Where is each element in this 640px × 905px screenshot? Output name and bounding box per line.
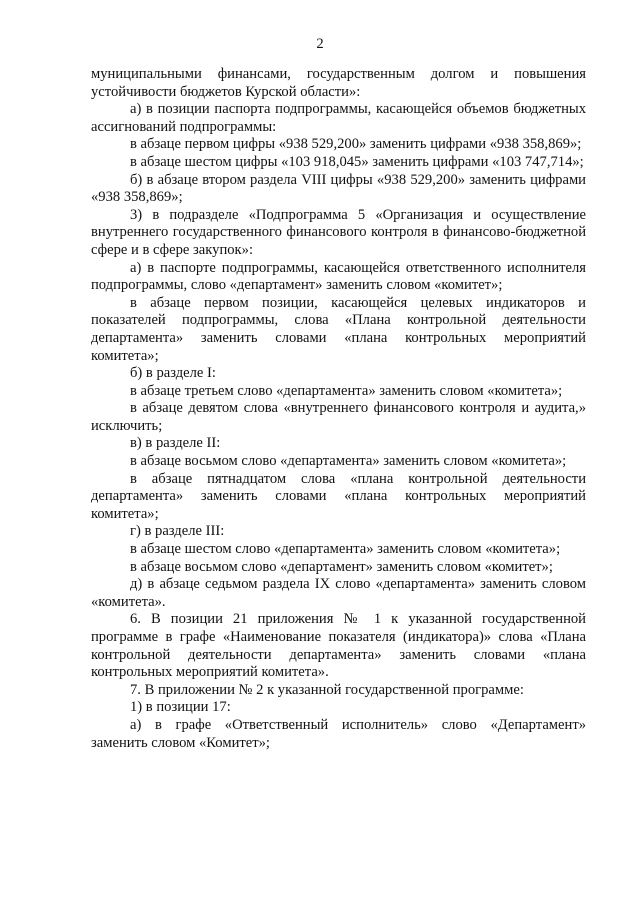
paragraph: в абзаце шестом слово «департамента» заменить словом «комитета»; — [130, 541, 561, 558]
paragraph: 1) в позиции 17: — [130, 699, 231, 716]
paragraph: б) в абзаце втором раздела VIII цифры «938 529,200» заменить цифрами «938 358,869»; — [91, 171, 586, 206]
paragraph: 6. В позиции 21 приложения № 1 к указанной государственной программе в графе «Наименование показателя (индикатора)» слова «Плана контрольной деятельности департамента» заменить словами «плана контрольных мероприятий комитета». — [91, 611, 586, 681]
paragraph: 7. В приложении № 2 к указанной государственной программе: — [130, 681, 524, 698]
paragraph: в) в разделе II: — [130, 435, 221, 452]
paragraph: в абзаце шестом цифры «103 918,045» заменить цифрами «103 747,714»; — [130, 153, 584, 170]
paragraph: в абзаце девятом слова «внутреннего финансового контроля и аудита,» исключить; — [91, 400, 586, 434]
paragraph: а) в графе «Ответственный исполнитель» слово «Департамент» заменить словом «Комитет»; — [91, 716, 586, 751]
paragraph: муниципальными финансами, государственным долгом и повышения устойчивости бюджетов Курской области»: — [91, 66, 586, 100]
paragraph: г) в разделе III: — [130, 523, 225, 540]
paragraph: а) в паспорте подпрограммы, касающейся ответственного исполнителя подпрограммы, слово «департамент» заменить словом «комитет»; — [91, 259, 586, 294]
paragraph: 3) в подразделе «Подпрограмма 5 «Организация и осуществление внутреннего государственного финансового контроля в финансово-бюджетной сфере и в сфере закупок»: — [91, 206, 586, 258]
page-number: 2 — [316, 36, 324, 52]
paragraph: в абзаце пятнадцатом слова «плана контрольной деятельности департамента» заменить словами «плана контрольных мероприятий комитета»; — [91, 470, 586, 522]
paragraph: в абзаце восьмом слово «департамента» заменить словом «комитета»; — [130, 453, 567, 470]
paragraph: в абзаце восьмом слово «департамент» заменить словом «комитет»; — [130, 558, 553, 575]
paragraph: б) в разделе I: — [130, 365, 216, 382]
paragraph: в абзаце первом цифры «938 529,200» заменить цифрами «938 358,869»; — [130, 136, 582, 153]
paragraph: д) в абзаце седьмом раздела IX слово «департамента» заменить словом «комитета». — [91, 576, 586, 610]
paragraph: в абзаце третьем слово «департамента» заменить словом «комитета»; — [130, 382, 563, 399]
paragraph: а) в позиции паспорта подпрограммы, касающейся объемов бюджетных ассигнований подпрограммы: — [91, 101, 586, 135]
paragraph: в абзаце первом позиции, касающейся целевых индикаторов и показателей подпрограммы, слова «Плана контрольной деятельности департамента» заменить словами «плана контрольных мероприятий комитета»; — [91, 294, 586, 364]
document-body — [91, 66, 586, 752]
